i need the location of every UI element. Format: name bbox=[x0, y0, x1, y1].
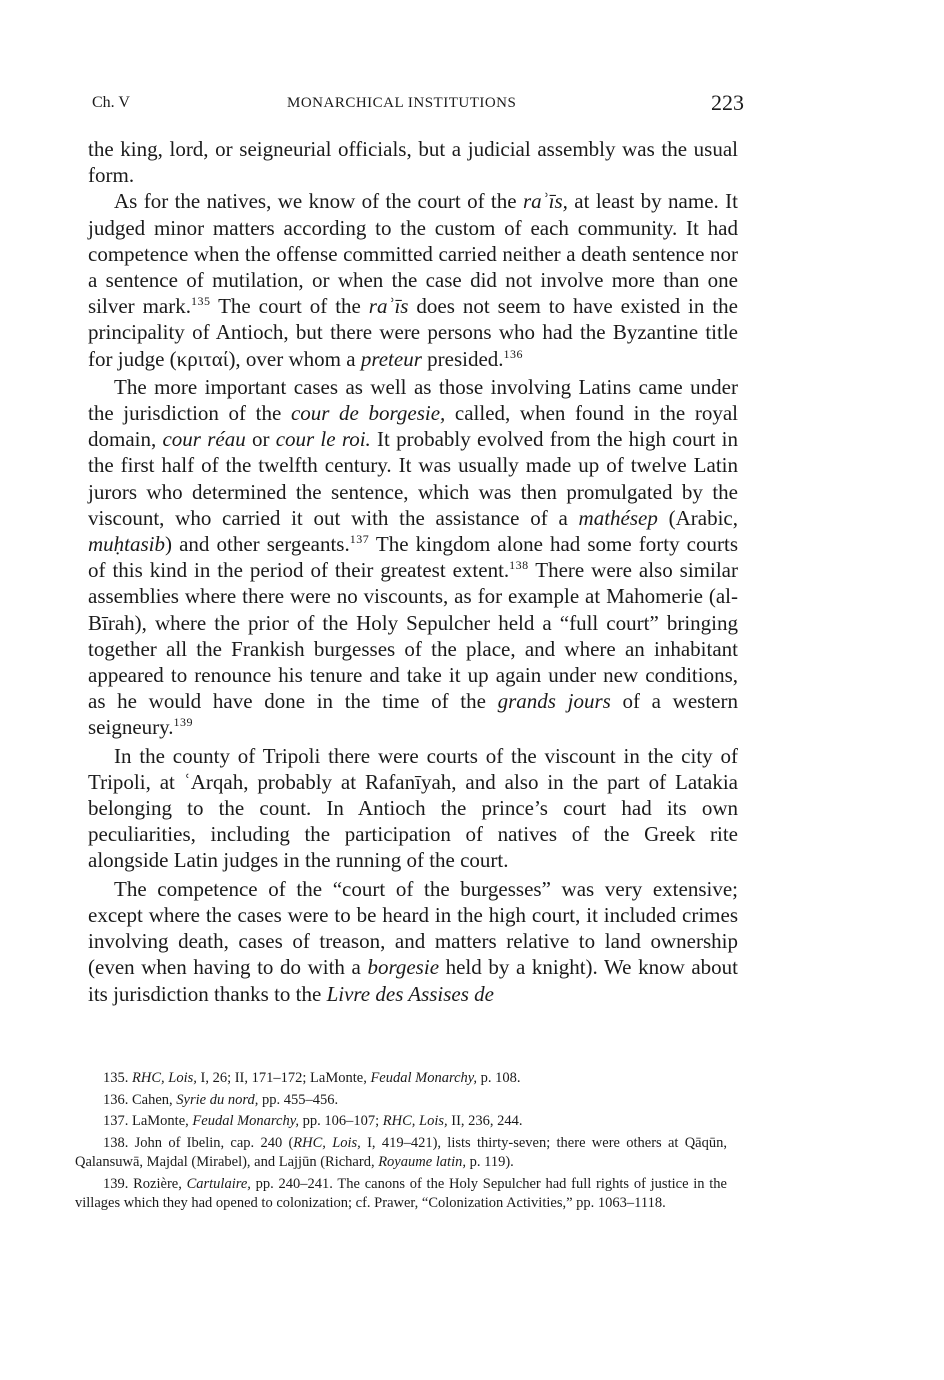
footnote-138: 138. John of Ibelin, cap. 240 (RHC, Lois, I, 419–421), lists thirty-seven; there were others at Qāqūn, Qalansuwā, Majdal (Mirabel), and Lajjūn (Richard, Royaume latin, p. 119). bbox=[75, 1134, 727, 1170]
body-text bbox=[88, 136, 738, 1007]
footnote-137: 137. LaMonte, Feudal Monarchy, pp. 106–107; RHC, Lois, II, 236, 244. bbox=[103, 1113, 523, 1129]
footnote-136: 136. Cahen, Syrie du nord, pp. 455–456. bbox=[103, 1091, 339, 1108]
footnote-135: 135. RHC, Lois, I, 26; II, 171–172; LaMonte, Feudal Monarchy, p. 108. bbox=[103, 1070, 521, 1086]
footnote-139: 139. Rozière, Cartulaire, pp. 240–241. The canons of the Holy Sepulcher had full rights of justice in the villages which they had opened to colonization; cf. Prawer, “Colonization Activities,” pp. 1063–1118. bbox=[75, 1175, 727, 1211]
running-head bbox=[92, 90, 744, 120]
footnote-ref-138: 138 bbox=[509, 558, 529, 573]
paragraph-3: The more important cases as well as those involving Latins came under the jurisdiction of the cour de borgesie, called, when found in the royal domain, cour réau or cour le roi. It probably evolved from the high court in the first half of the twelfth century. It was usually made up of twelve Latin jurors who determined the sentence, which was then promulgated by the viscount, who carried it out with the assistance of a mathésep (Arabic, muḥtasib) and other sergeants.$^{137}$ The kingdom alone had some forty courts of this kind in the period of their greatest extent.$^{138}$ There were also similar assemblies where there were no viscounts, as for example at Mahomerie (al-Bīrah), where the prior of the Holy Sepulcher held a “full court” bringing together all the Frankish burgesses of the place, and where an inhabitant appeared to renounce his tenure and take it up again under new conditions, as he would have done in the time of the grands jours of a western seigneury.$^{139}$ bbox=[88, 374, 738, 740]
chapter-label: Ch. V bbox=[92, 94, 130, 111]
paragraph-4: In the county of Tripoli there were courts of the viscount in the city of Tripoli, at ʿArqah, probably at Rafanīyah, and also in the part of Latakia belonging to the count. In Antioch the prince’s court had its own peculiarities, including the participation of natives of the Greek rite alongside Latin judges in the running of the court. bbox=[88, 743, 738, 873]
footnote-ref-135: 135 bbox=[191, 294, 211, 309]
running-title: MONARCHICAL INSTITUTIONS bbox=[287, 95, 517, 111]
footnote-ref-139: 139 bbox=[173, 715, 194, 730]
paragraph-2: As for the natives, we know of the court of the raʾīs, at least by name. It judged minor matters according to the custom of each community. It had competence when the offense committed carried neither a death sentence nor a sentence of mutilation, or when the case did not involve more than one silver mark.$^{135}$ The court of the raʾīs does not seem to have existed in the principality of Antioch, but there were persons who had the Byzantine title for judge (κριταί), over whom a preteur presided.$^{136}$ bbox=[88, 189, 738, 371]
paragraph-1: the king, lord, or seigneurial officials, but a judicial assembly was the usual form. bbox=[88, 137, 738, 188]
page-number: 223 bbox=[711, 90, 744, 115]
footnote-ref-137: 137 bbox=[349, 532, 370, 547]
footnotes bbox=[75, 1069, 727, 1216]
paragraph-5: The competence of the “court of the burgesses” was very extensive; except where the cases were to be heard in the high court, it included crimes involving death, cases of treason, and matters relative to land ownership (even when having to do with a borgesie held by a knight). We know about its jurisdiction thanks to the Livre des Assises de bbox=[88, 876, 738, 1006]
footnote-ref-136: 136 bbox=[503, 346, 524, 361]
